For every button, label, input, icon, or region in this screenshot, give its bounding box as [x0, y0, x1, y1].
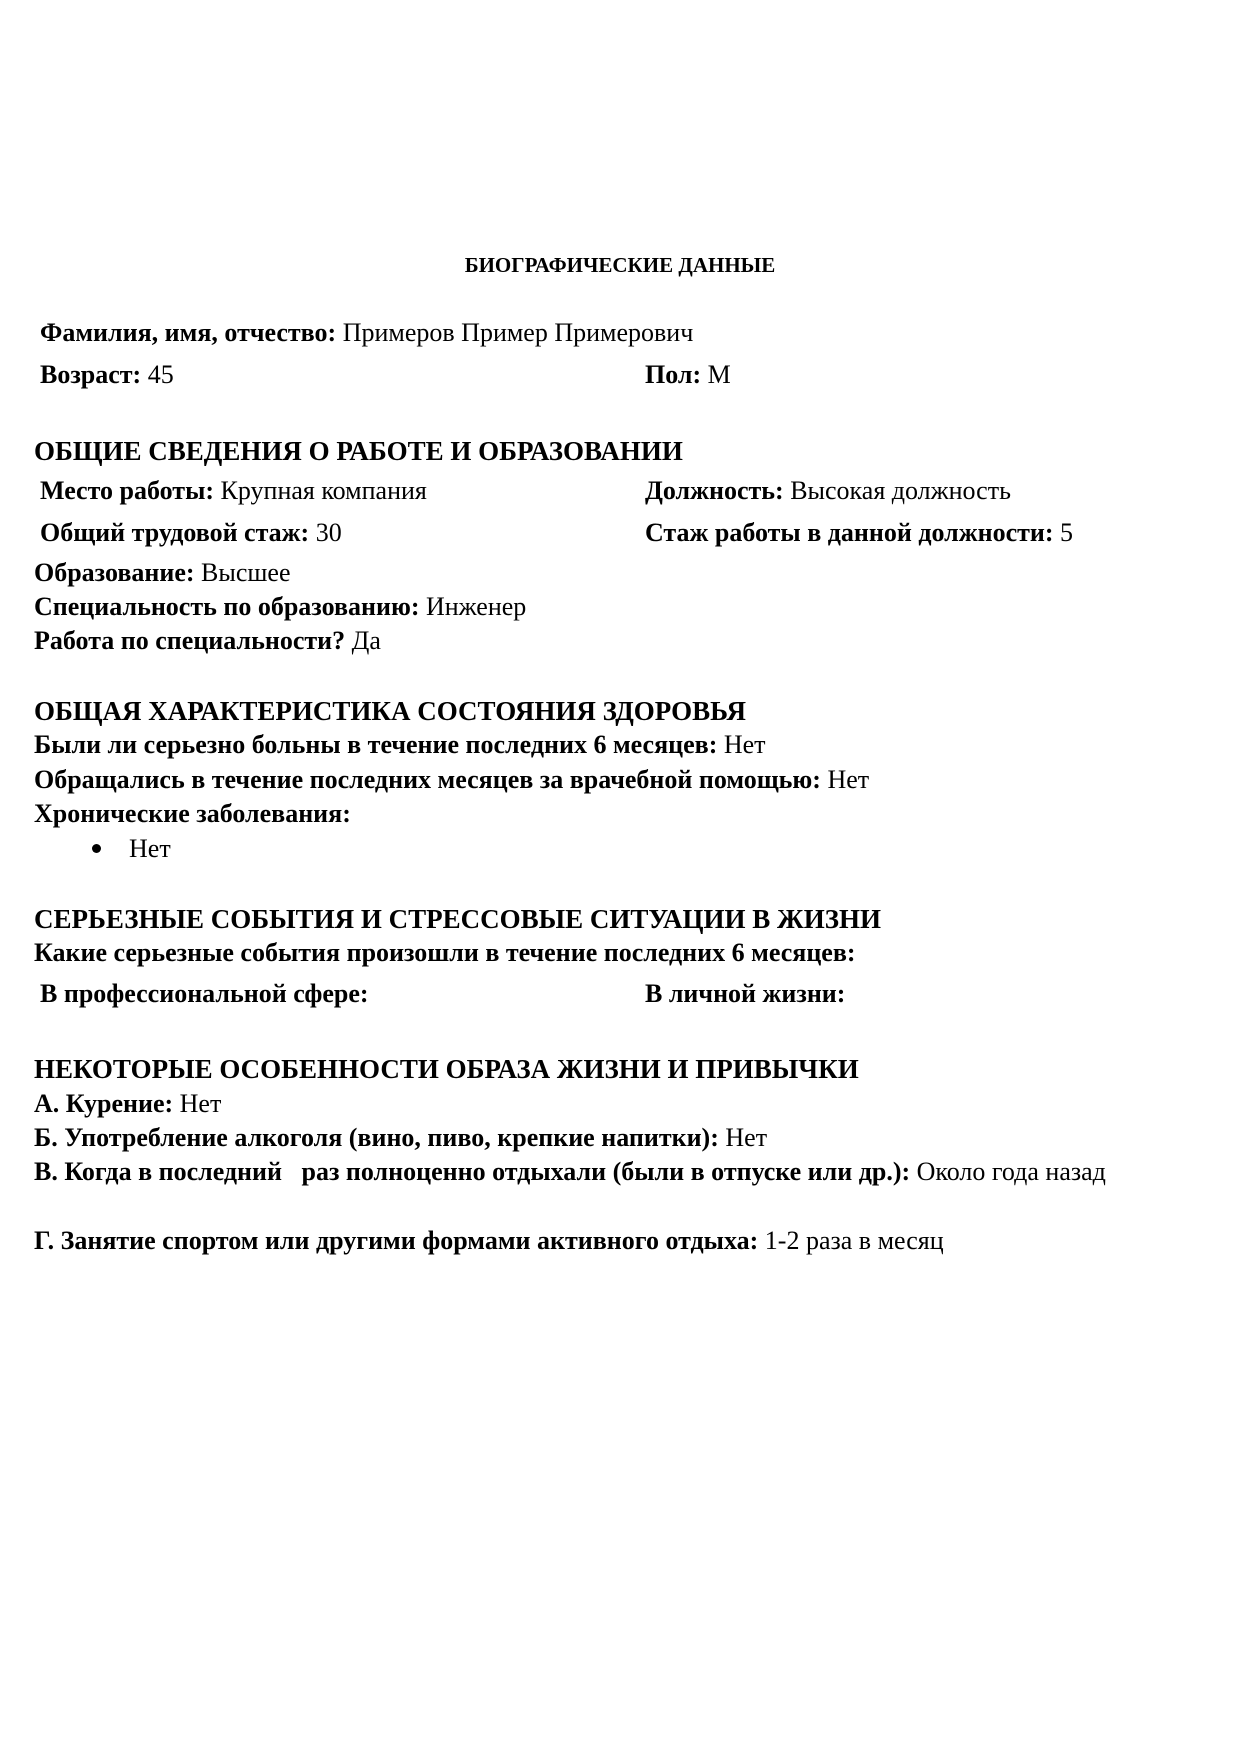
workplace-value: Крупная компания: [220, 476, 427, 505]
position-value: Высокая должность: [790, 476, 1011, 505]
sport-label: Г. Занятие спортом или другими формами активного отдыха:: [34, 1226, 759, 1255]
education-value: Высшее: [201, 558, 291, 587]
specialty-line: [34, 590, 1200, 624]
works-in-specialty-label: Работа по специальности?: [34, 626, 346, 655]
seriously-ill-label: Были ли серьезно больны в течение последних 6 месяцев:: [34, 730, 718, 759]
education-line: [34, 556, 1200, 590]
specialty-label: Специальность по образованию:: [34, 592, 420, 621]
professional-sphere-label: В профессиональной сфере:: [40, 979, 369, 1008]
total-experience-value: 30: [315, 518, 342, 547]
alcohol-value: Нет: [725, 1123, 768, 1152]
medical-help-line: [34, 763, 1200, 797]
rest-line: [34, 1155, 1200, 1189]
total-experience-label: Общий трудовой стаж:: [40, 518, 310, 547]
full-name-label: Фамилия, имя, отчество:: [40, 318, 337, 347]
medical-help-value: Нет: [827, 765, 870, 794]
position-experience-value: 5: [1060, 518, 1074, 547]
chronic-disease-item: Нет: [129, 834, 171, 863]
document-title: БИОГРАФИЧЕСКИЕ ДАННЫЕ: [464, 253, 776, 277]
alcohol-label: Б. Употребление алкоголя (вино, пиво, крепкие напитки):: [34, 1123, 719, 1152]
sport-line: [34, 1224, 1200, 1258]
lifestyle-section-heading: НЕКОТОРЫЕ ОСОБЕННОСТИ ОБРАЗА ЖИЗНИ И ПРИВЫЧКИ: [34, 1054, 859, 1084]
medical-help-label: Обращались в течение последних месяцев за врачебной помощью:: [34, 765, 821, 794]
full-name-value: Примеров Пример Примерович: [342, 318, 694, 347]
events-section-heading: СЕРЬЕЗНЫЕ СОБЫТИЯ И СТРЕССОВЫЕ СИТУАЦИИ В ЖИЗНИ: [34, 904, 882, 934]
smoking-line: [34, 1087, 1200, 1121]
chronic-diseases-label: Хронические заболевания:: [34, 799, 351, 828]
age-value: 45: [147, 360, 174, 389]
rest-label: В. Когда в последний раз полноценно отдыхали (были в отпуске или др.):: [34, 1157, 911, 1186]
workplace-label: Место работы:: [40, 476, 215, 505]
smoking-label: А. Курение:: [34, 1089, 174, 1118]
health-section-heading: ОБЩАЯ ХАРАКТЕРИСТИКА СОСТОЯНИЯ ЗДОРОВЬЯ: [34, 696, 747, 726]
specialty-value: Инженер: [425, 592, 527, 621]
works-in-specialty-line: [34, 624, 1200, 658]
alcohol-line: [34, 1121, 1200, 1155]
seriously-ill-line: [34, 728, 1200, 762]
education-label: Образование:: [34, 558, 195, 587]
rest-value: Около года назад: [916, 1157, 1106, 1186]
chronic-diseases-line: [34, 797, 1200, 831]
seriously-ill-value: Нет: [723, 730, 766, 759]
smoking-value: Нет: [179, 1089, 222, 1118]
age-label: Возраст:: [40, 360, 142, 389]
personal-life-label: В личной жизни:: [645, 979, 846, 1008]
sex-value: М: [707, 360, 731, 389]
events-question-line: [34, 936, 1200, 970]
bullet-icon: [92, 844, 101, 853]
position-label: Должность:: [645, 476, 784, 505]
list-item: [92, 832, 171, 866]
position-experience-label: Стаж работы в данной должности:: [645, 518, 1054, 547]
work-section-heading: ОБЩИЕ СВЕДЕНИЯ О РАБОТЕ И ОБРАЗОВАНИИ: [34, 436, 683, 466]
sport-value: 1-2 раза в месяц: [764, 1226, 944, 1255]
sex-label: Пол:: [645, 360, 702, 389]
works-in-specialty-value: Да: [351, 626, 381, 655]
events-question: Какие серьезные события произошли в течение последних 6 месяцев:: [34, 938, 856, 967]
